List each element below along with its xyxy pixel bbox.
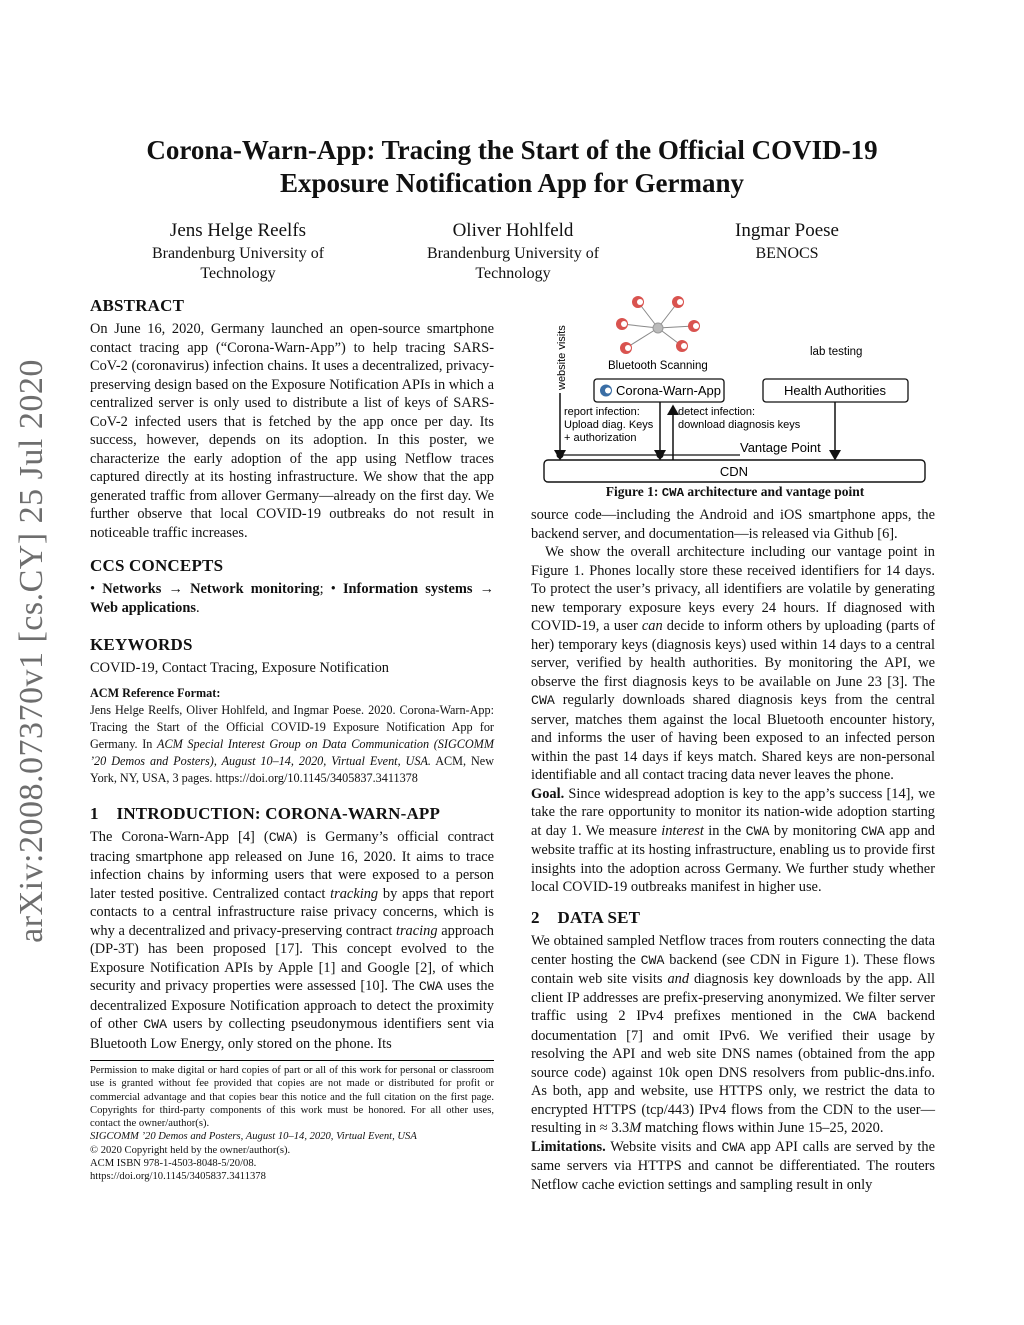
footnote-copyright: © 2020 Copyright held by the owner/author(s). xyxy=(90,1144,291,1156)
acm-ref-venue: ACM Special Interest Group on Data Communication (SIGCOMM ’20 Demos and Posters), August 10–14, 2020, Virtual Event, USA. xyxy=(90,737,494,768)
abstract-heading: ABSTRACT xyxy=(90,296,185,315)
keywords-text: COVID-19, Contact Tracing, Exposure Notification xyxy=(90,660,389,676)
affil-line: Technology xyxy=(475,265,551,282)
ccs-term: Networks xyxy=(102,581,162,597)
vantage-point-label: Vantage Point xyxy=(740,440,821,455)
acm-ref-part: Jens Helge Reelfs, Oliver Hohlfeld, and Ingmar Poese. 2020. Corona-Warn-App: Tracing the Start of the Official COVID-19 Exposure Notification App for Germany. In xyxy=(90,703,494,751)
cwa-app-icon xyxy=(600,385,612,397)
affil-line: Technology xyxy=(200,265,276,282)
ccs-heading: CCS CONCEPTS xyxy=(90,556,224,575)
acm-reference-heading: ACM Reference Format: xyxy=(90,686,221,700)
paper-title xyxy=(60,134,964,200)
paragraph: We obtained sampled Netflow traces from routers connecting the data center hosting the CWA backend (see CDN in Figure 1). These flows contain web site visits and diagnosis key downloads by the app. All client IP addresses are prefix-preserving anonymized. We filter server traffic using 2 IPv4 prefixes mentioned in the CWA backend documentation [7] and omit IPv6. We verified their usage by resolving the API and web site DNS names (obtained from the app source code) against 10k open DNS resolvers from public-dns.info. As both, app and website, use HTTPS only, we restrict the data to encrypted HTTPS (tcp/443) IPv4 flows from the CDN to the user—resulting in ≈ 3.3M matching flows within June 15–25, 2020. xyxy=(531,933,935,1136)
phone-icon xyxy=(676,340,688,352)
author-2 xyxy=(383,220,643,284)
phone-icon xyxy=(632,296,644,308)
abstract-text xyxy=(90,320,494,542)
phone-icon xyxy=(688,320,700,332)
intro-heading: 1 INTRODUCTION: CORONA-WARN-APP xyxy=(90,804,441,823)
authorization-label: + authorization xyxy=(564,432,637,444)
author-name: Jens Helge Reelfs xyxy=(169,220,307,241)
affil-line: Brandenburg University of xyxy=(426,245,600,262)
acm-reference xyxy=(90,685,494,787)
download-keys-label: download diagnosis keys xyxy=(678,419,801,431)
author-affiliation xyxy=(383,244,643,284)
upload-keys-label: Upload diag. Keys xyxy=(564,419,654,431)
intro-text xyxy=(90,828,494,1053)
phone-icon xyxy=(620,342,632,354)
figure-caption: Figure 1: CWA architecture and vantage point xyxy=(605,484,865,500)
paragraph: Limitations. Website visits and CWA app API calls are served by the same servers via HTTPS and cannot be differentiated. The routers Netflow cache eviction settings and sampling result in only xyxy=(531,1138,935,1193)
bluetooth-label: Bluetooth Scanning xyxy=(608,360,708,372)
paragraph: We show the overall architecture including our vantage point in Figure 1. Phones locally store these received identifiers for 14 days. To protect the user’s privacy, all identifiers are volatile by generating new temporary exposure keys every 24 hours. If diagnosed with COVID-19, a user can decide to inform others by uploading (parts of her) temporary keys (diagnosis keys) used within 14 days to a central server, verified by health authorities. By monitoring the API, we observe the first diagnosis keys to be available on June 23 [3]. The CWA regularly downloads shared diagnosis keys from the central server, matches them against the local Bluetooth encounter history, and informs the user of having been exposed to an infected person within the past 14 days if keys match. Shared keys are non-personal identifiable and all contact tracing data never leaves the phone. xyxy=(531,544,935,783)
author-affiliation xyxy=(657,244,917,264)
architecture-figure xyxy=(530,288,940,488)
paragraph: Goal. Since widespread adoption is key to the app’s success [14], we take the rare opportunity to monitor its nation-wide adoption starting at day 1. We measure interest in the CWA by monitoring CWA app and website traffic at its hosting infrastructure, enabling us to provide first insights into the adoption across Germany. We further study whether local COVID-19 outbreaks manifest in higher use. xyxy=(531,785,935,895)
author-affiliation xyxy=(108,244,368,284)
keywords-heading: KEYWORDS xyxy=(90,635,193,654)
author-name: Ingmar Poese xyxy=(735,220,839,241)
abstract-paragraph: On June 16, 2020, Germany launched an open-source smartphone contact tracing app (“Corona-Warn-App”) to help tracing SARS-CoV-2 (coronavirus) infection chains. It uses a decentralized, privacy-preserving design based on the Exposure Notification APIs in which a centralized server is only used to distribute a list of keys of SARS-CoV-2 infected users that is fetched by the app once per day. Its success, however, depends on its adoption. In this poster, we characterize the early adoption of the app using Netflow traces captured directly at its hosting infrastructure. We show that the app generated traffic from allover Germany—already on the first day. We further observe that local COVID-19 outbreaks do not result in noticeable traffic increases. xyxy=(90,321,494,541)
footnote-isbn: ACM ISBN 978-1-4503-8048-5/20/08. xyxy=(90,1158,257,1170)
footnote-venue: SIGCOMM ’20 Demos and Posters, August 10–14, 2020, Virtual Event, USA xyxy=(90,1131,417,1143)
author-1 xyxy=(108,220,368,284)
right-column-text xyxy=(531,506,935,897)
ccs-concepts: • Networks → Network monitoring; • Information systems → Web applications. xyxy=(90,581,494,616)
affil-line: BENOCS xyxy=(755,245,819,262)
paragraph: source code—including the Android and iOS smartphone apps, the backend server, and documentation—is released via Github [6]. xyxy=(531,507,935,542)
phone-icon xyxy=(616,318,628,330)
website-visits-label: website visits xyxy=(556,325,568,390)
lab-testing-label: lab testing xyxy=(810,346,863,358)
report-infection-label: report infection: xyxy=(564,406,640,418)
affil-line: Brandenburg University of xyxy=(151,245,325,262)
arxiv-stamp: arXiv:2008.07370v1 [cs.CY] 25 Jul 2020 xyxy=(13,359,50,943)
detect-infection-label: detect infection: xyxy=(678,406,756,418)
health-authorities-label: Health Authorities xyxy=(784,383,886,398)
ccs-term: Web applications xyxy=(90,599,196,616)
ccs-term: Network monitoring xyxy=(190,581,320,597)
permission-footnote xyxy=(90,1064,494,1184)
footnote-text: Permission to make digital or hard copies of part or all of this work for personal or classroom use is granted without fee provided that copies are not made or distributed for profit or commercial advantage and that copies bear this notice and the full citation on the first page. Copyrights for third-party components of this work must be honored. For all other uses, contact the owner/author(s). xyxy=(90,1065,494,1130)
cwa-box-label: Corona-Warn-App xyxy=(616,383,722,398)
dataset-heading: 2 DATA SET xyxy=(531,908,641,927)
acm-reference-text xyxy=(90,702,494,787)
author-name: Oliver Hohlfeld xyxy=(452,220,574,241)
ccs-term: Information systems xyxy=(342,581,473,597)
footnote-doi: https://doi.org/10.1145/3405837.3411378 xyxy=(90,1171,266,1183)
phones-cluster xyxy=(616,296,700,354)
acm-ref-part: ACM, New York, NY, USA, 3 pages. https://doi.org/10.1145/3405837.3411378 xyxy=(90,754,495,785)
cdn-label: CDN xyxy=(719,464,749,479)
title-line-2: Exposure Notification App for Germany xyxy=(279,168,744,198)
title-line-1: Corona-Warn-App: Tracing the Start of the Official COVID-19 xyxy=(146,135,878,165)
dataset-text xyxy=(531,932,935,1194)
vantage-dot xyxy=(657,452,664,459)
intro-paragraph: The Corona-Warn-App [4] (CWA) is Germany’s official contract tracing smartphone app released on June 16, 2020. It aims to trace infection chains by informing users that were exposed to a person later tested positive. Centralized contact tracking by apps that report contacts to a central infrastructure raise privacy concerns, which is why a decentralized and privacy-preserving contract tracing approach (DP-3T) has been proposed [17]. This concept evolved to the Exposure Notification APIs by Apple [1] and Google [2], of which security and privacy properties were assessed [10]. The CWA uses the decentralized Exposure Notification approach to detect the proximity of other CWA users by collecting pseudonymous identifiers sent via Bluetooth Low Energy, only stored on the phone. Its xyxy=(90,829,494,1052)
footnote-divider xyxy=(90,1060,494,1061)
author-3 xyxy=(657,220,917,264)
phone-icon xyxy=(672,296,684,308)
vantage-dot xyxy=(557,452,564,459)
